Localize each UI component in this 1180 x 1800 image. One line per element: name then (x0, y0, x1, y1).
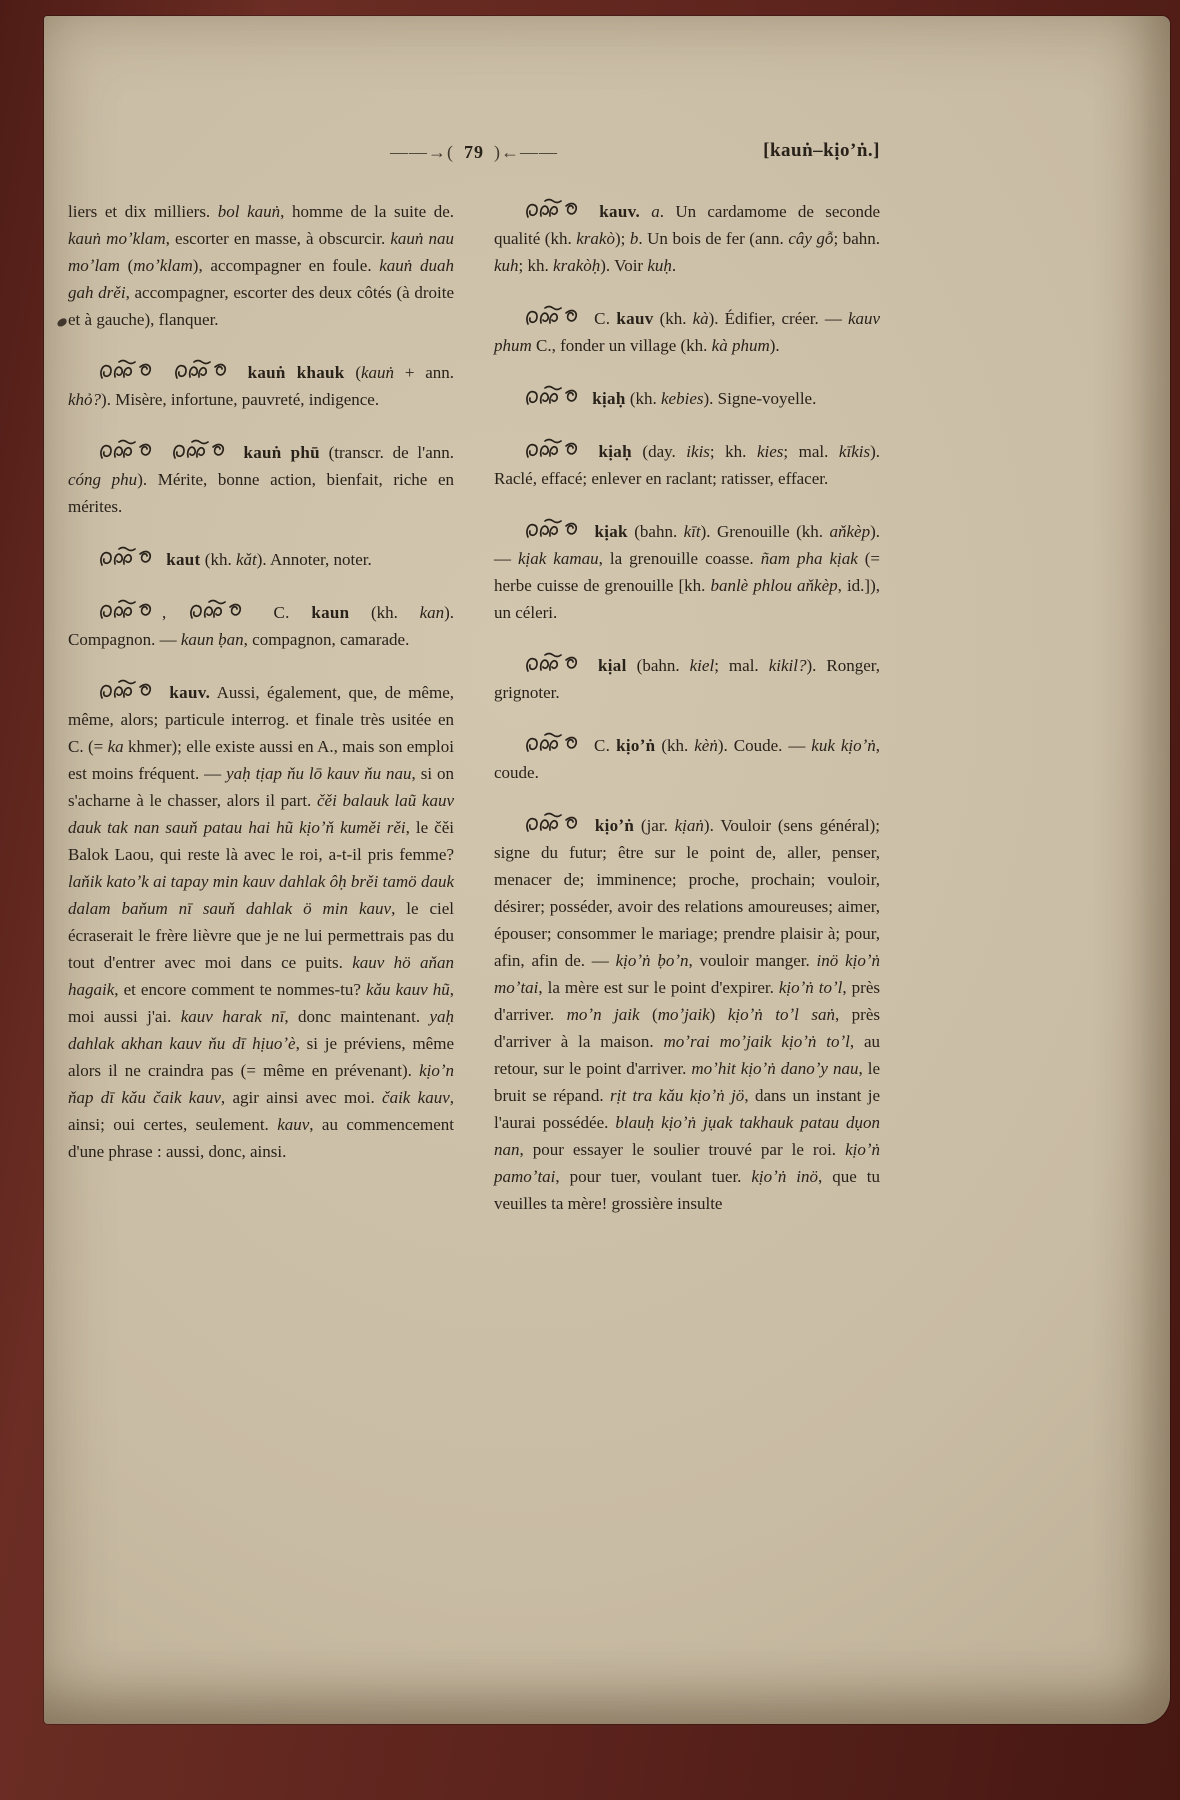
cham-script-glyphs (524, 812, 582, 839)
entry-headword: kịaḥ (592, 389, 626, 408)
entry-grammar-label: C. (273, 603, 290, 622)
dictionary-entry: kauv. Aussi, également, que, de même, même, alors; particule interrog. et finale très usitée en C. (= ka khmer); elle existe aussi en A., mais son emploi est moins fréquent. — yaḥ tịap ňu lō kauv ňu nau, si on s'acharne à le chasser, alors il part. čěi balauk laũ kauv dauk tak nan sauň patau hai hũ kịoʼň kuměi rěi, le čěi Balok Laou, qui reste là avec le roi, a-t-il pris femme? laňik katoʼk ai tapay min kauv dahlak ôḥ brěi tamö dauk dalam baňum nī sauň dahlak ö min kauv, le ciel écraserait le frère lièvre que je ne lui permettrais pas du tout d'entrer avec moi dans ce puits. kauv hö aňan hagaik, et encore comment te nommes-tu? kǎu kauv hũ, moi aussi j'ai. kauv harak nī, donc maintenant. yaḥ dahlak akhan kauv ňu dī hịuoʼè, si je préviens, même alors il ne craindra pas (= même en prévenant). kịoʼn ňap dī kǎu čaik kauv, agir ainsi avec moi. čaik kauv, ainsi; oui certes, seulement. kauv, au commencement d'une phrase : aussi, donc, ainsi. (68, 679, 454, 1165)
cham-script-glyphs (524, 305, 582, 332)
column-right (494, 198, 880, 1243)
cham-script-glyphs (98, 359, 156, 386)
text-columns (68, 198, 880, 1243)
dictionary-entry: kịal (bahn. kiel; mal. kikil?). Ronger, grignoter. (494, 652, 880, 706)
cham-script-glyphs (98, 599, 156, 626)
cham-script-glyphs (98, 439, 156, 466)
dictionary-entry: C. kauv (kh. kà). Édifier, créer. — kauv phum C., fonder un village (kh. kà phum). (494, 305, 880, 359)
cham-script-glyphs (524, 198, 582, 225)
continuation-paragraph: liers et dix milliers. bol kauṅ, homme de la suite de. kauṅ moʼklam, escorter en masse, à obscurcir. kauṅ nau moʼlam (moʼklam), accompagner en foule. kauṅ duah gah drěi, accompagner, escorter des deux côtés (à droite et à gauche), flanquer. (68, 202, 455, 329)
dictionary-entry: kịaḥ (kh. kebies). Signe-voyelle. (494, 385, 880, 412)
dictionary-entry: kịak (bahn. kīt). Grenouille (kh. aňkèp). — kịak kamau, la grenouille coasse. ñam pha kịak (= herbe cuisse de grenouille [kh. banlè phlou aňkèp, id.]), un céleri. (494, 518, 880, 626)
dictionary-entry: kauv. a. Un cardamome de seconde qualité (kh. krakò); b. Un bois de fer (ann. cây gỗ; bahn. kuh; kh. krakòḥ). Voir kuḥ. (494, 198, 880, 279)
entry-headword: kauṅ phū (243, 443, 320, 462)
cham-script-glyphs (98, 679, 156, 706)
dictionary-entry: , C. kaun (kh. kan). Compagnon. — kaun ḅan, compagnon, camarade. (68, 599, 454, 653)
dictionary-entry: kauṅ khauk (kauṅ + ann. khỏ?). Misère, infortune, pauvreté, indigence. (68, 359, 454, 413)
cham-script-glyphs (98, 546, 156, 573)
entry-headword: kịaḥ (598, 442, 632, 461)
page-header (68, 142, 880, 176)
folio-ornament-left: ——→( (390, 142, 454, 162)
scanned-page (44, 16, 1170, 1724)
folio (68, 142, 880, 163)
entry-grammar-label: C. (594, 309, 611, 328)
running-head: [kauṅ–kịoʼṅ.] (763, 140, 880, 161)
entry-headword: kauv. (599, 202, 641, 221)
entry-headword: kịoʼṅ (594, 816, 635, 835)
dictionary-entry: kaut (kh. kǎt). Annoter, noter. (68, 546, 454, 573)
cham-script-glyphs (188, 599, 246, 626)
cham-script-glyphs (173, 359, 231, 386)
entry-headword: kịal (598, 656, 627, 675)
entry-headword: kịak (594, 522, 628, 541)
column-left (68, 198, 454, 1243)
entry-grammar-label: C. (593, 736, 611, 755)
page-number: 79 (464, 142, 484, 162)
dictionary-entry: C. kịoʼṅ (kh. kèṅ). Coude. — kuk kịoʼṅ, coude. (494, 732, 880, 786)
script-separator: , (162, 603, 188, 622)
cham-script-glyphs (524, 732, 582, 759)
entry-headword: kaun (311, 603, 350, 622)
entry-headword: kauv. (169, 683, 211, 702)
cham-script-glyphs (171, 439, 229, 466)
dictionary-entry: kịaḥ (day. ikis; kh. kies; mal. kīkis). Raclé, effacé; enlever en raclant; ratisser, effacer. (494, 438, 880, 492)
page-content (68, 142, 880, 1243)
cham-script-glyphs (524, 385, 582, 412)
dictionary-entry: kauṅ phū (transcr. de l'ann. cóng phu). Mérite, bonne action, bienfait, riche en mérites. (68, 439, 454, 520)
entry-headword: kịoʼṅ (616, 736, 656, 755)
dictionary-entry: kịoʼṅ (jar. kịaṅ). Vouloir (sens général); signe du futur; être sur le point de, aller, penser, menacer de; imminence; proche, prochain; vouloir, désirer; posséder, avoir des relations amoureuses; aimer, épouser; consommer le mariage; prendre plaisir à; pour, afin, afin de. — kịoʼṅ ḅoʼn, vouloir manger. inö kịoʼṅ moʼtai, la mère est sur le point d'expirer. kịoʼṅ toʼl, près d'arriver. moʼn jaik (moʼjaik) kịoʼṅ toʼl saṅ, près d'arriver à la maison. moʼrai moʼjaik kịoʼṅ toʼl, au retour, sur le point d'arriver. moʼhit kịoʼṅ danoʼy nau, le bruit se répand. rịt tra kǎu kịoʼṅ jö, dans un instant je l'aurai possédée. blauḥ kịoʼṅ jụak takhauk patau dụon nan, pour essayer le soulier trouvé par le roi. kịoʼṅ pamoʼtai, pour tuer, voulant tuer. kịoʼṅ inö, que tu veuilles ta mère! grossière insulte (494, 812, 880, 1217)
cham-script-glyphs (524, 652, 582, 679)
entry-headword: kauv (616, 309, 654, 328)
entry-headword: kaut (166, 550, 201, 569)
cham-script-glyphs (524, 438, 582, 465)
cham-script-glyphs (524, 518, 582, 545)
folio-ornament-right: )←—— (494, 142, 558, 162)
entry-headword: kauṅ khauk (247, 363, 345, 382)
